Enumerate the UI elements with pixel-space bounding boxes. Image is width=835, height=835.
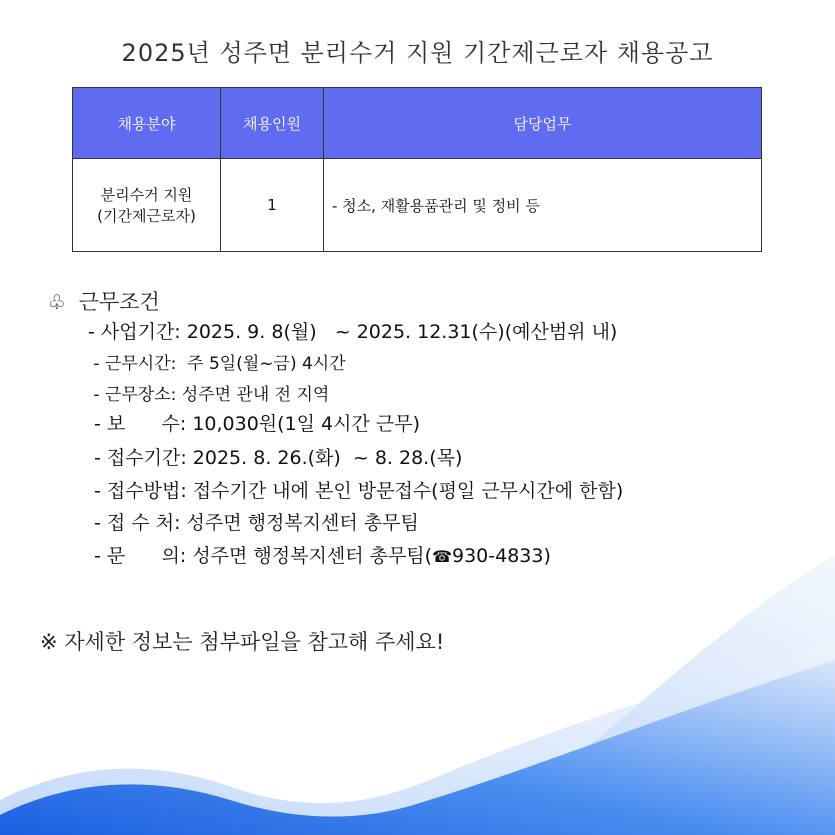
header-duty: 담당업무 (324, 88, 762, 159)
inquiry-prefix: - 문 의: 성주면 행정복지센터 총무팀( (88, 545, 433, 567)
condition-application-method: - 접수방법: 접수기간 내에 본인 방문접수(평일 근무시간에 한함) (88, 480, 624, 502)
field-line2: (기간제근로자) (97, 207, 196, 225)
condition-hours: - 근무시간: 주 5일(월~금) 4시간 (88, 354, 346, 374)
inquiry-phone: 930-4833 (452, 545, 544, 567)
field-line1: 분리수거 지원 (100, 186, 193, 204)
inquiry-suffix: ) (543, 545, 551, 567)
telephone-icon: ☎ (432, 547, 452, 566)
condition-period: - 사업기간: 2025. 9. 8(월) ~ 2025. 12.31(수)(예산범위 내) (88, 321, 618, 343)
header-field: 채용분야 (73, 88, 221, 159)
condition-location: - 근무장소: 성주면 관내 전 지역 (88, 385, 330, 405)
cell-count: 1 (221, 159, 324, 252)
reference-note: ※ 자세한 정보는 첨부파일을 참고해 주세요! (40, 630, 445, 654)
header-count: 채용인원 (221, 88, 324, 159)
condition-application-office: - 접 수 처: 성주면 행정복지센터 총무팀 (88, 512, 419, 534)
condition-pay: - 보 수: 10,030원(1일 4시간 근무) (88, 413, 421, 435)
club-icon: ♧ (48, 290, 66, 314)
section-heading-text: 근무조건 (78, 290, 160, 314)
condition-application-period: - 접수기간: 2025. 8. 26.(화) ~ 8. 28.(목) (88, 447, 463, 469)
page-title: 2025년 성주면 분리수거 지원 기간제근로자 채용공고 (121, 39, 714, 67)
cell-duty: - 청소, 재활용품관리 및 정비 등 (324, 159, 762, 252)
